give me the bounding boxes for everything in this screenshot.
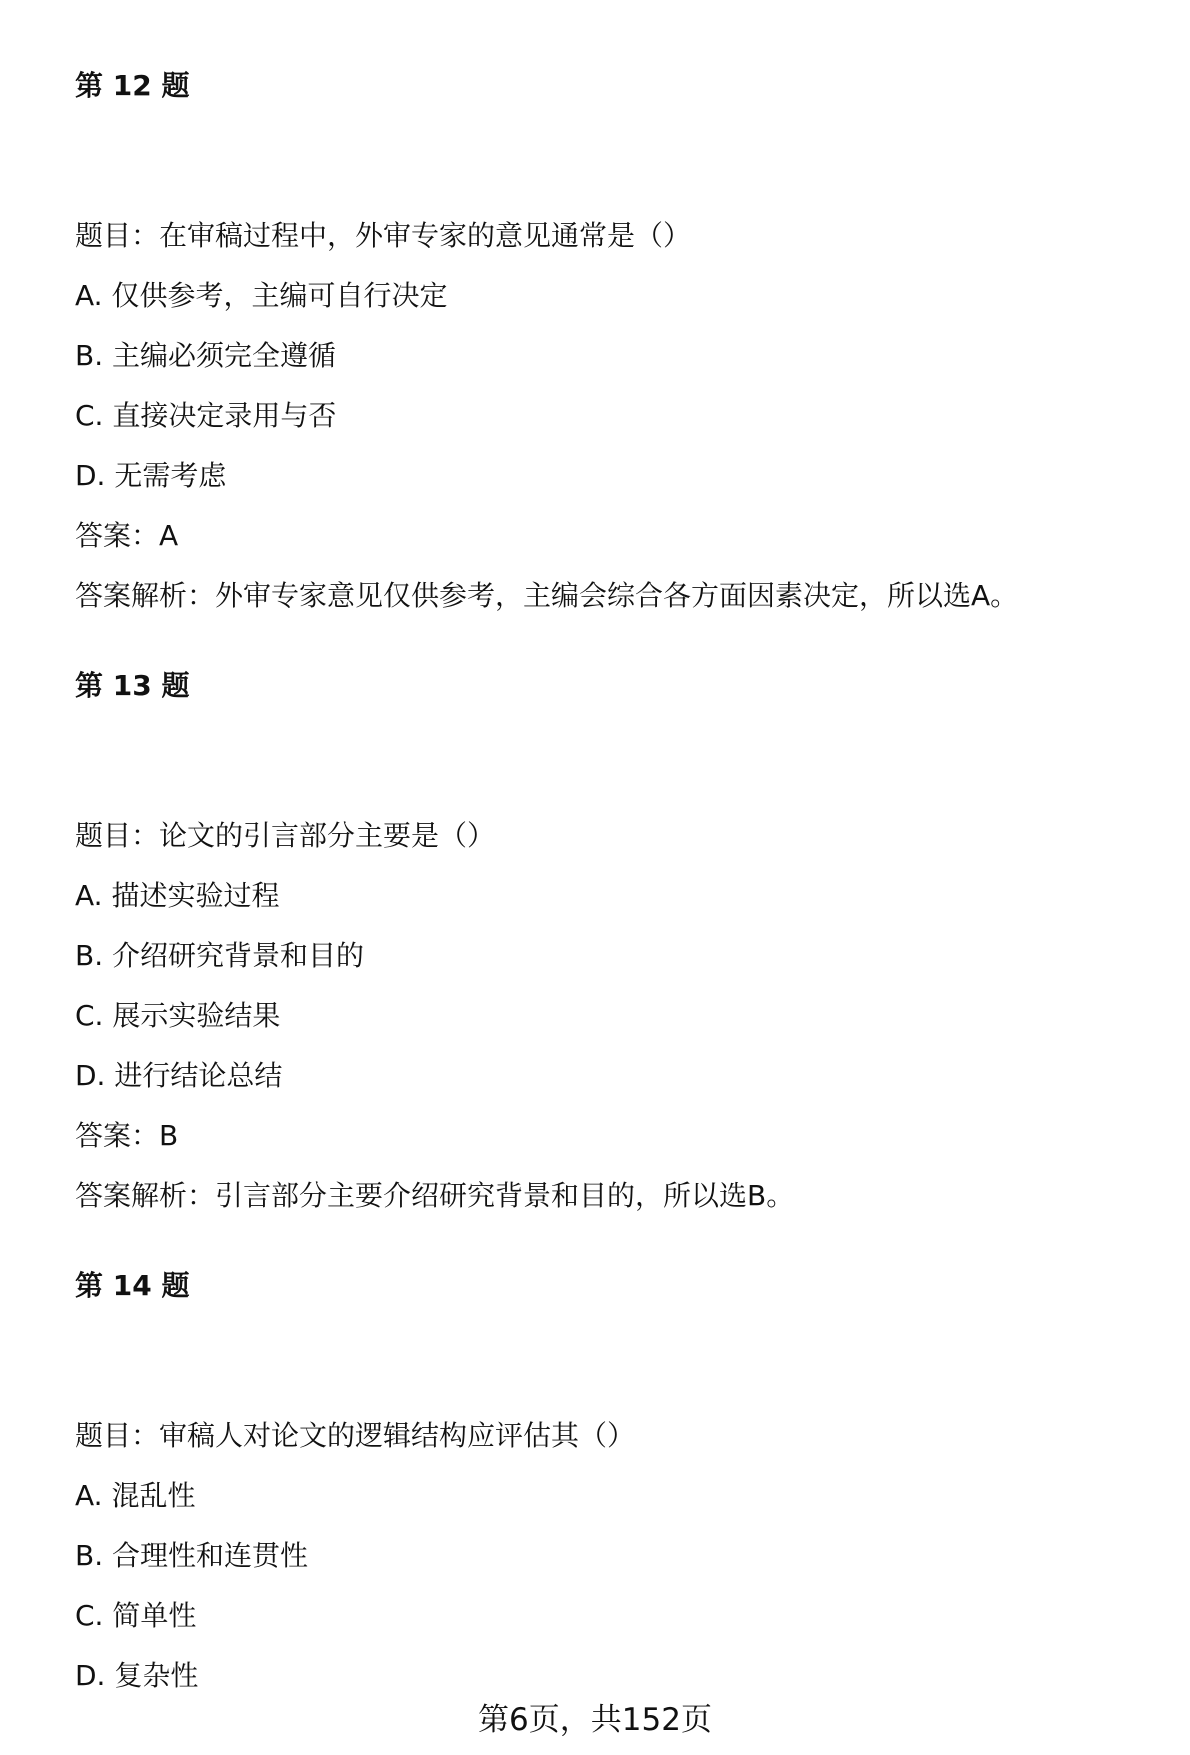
question-stem: 题目：论文的引言部分主要是（） bbox=[75, 819, 496, 852]
option-d: D. 进行结论总结 bbox=[75, 1059, 283, 1092]
question-stem: 题目：审稿人对论文的逻辑结构应评估其（） bbox=[75, 1419, 636, 1452]
option-a: A. 混乱性 bbox=[75, 1479, 196, 1512]
question-stem: 题目：在审稿过程中，外审专家的意见通常是（） bbox=[75, 219, 692, 252]
option-d: D. 复杂性 bbox=[75, 1659, 199, 1692]
answer-explanation: 答案解析：引言部分主要介绍研究背景和目的，所以选B。 bbox=[75, 1179, 795, 1212]
option-c: C. 直接决定录用与否 bbox=[75, 399, 337, 432]
option-b: B. 介绍研究背景和目的 bbox=[75, 939, 365, 972]
option-a: A. 描述实验过程 bbox=[75, 879, 280, 912]
question-heading: 第 12 题 bbox=[75, 69, 190, 102]
answer-explanation: 答案解析：外审专家意见仅供参考，主编会综合各方面因素决定，所以选A。 bbox=[75, 579, 1019, 612]
option-d: D. 无需考虑 bbox=[75, 459, 227, 492]
option-a: A. 仅供参考，主编可自行决定 bbox=[75, 279, 448, 312]
question-heading: 第 13 题 bbox=[75, 669, 190, 702]
question-heading: 第 14 题 bbox=[75, 1269, 190, 1302]
page-number: 第6页，共152页 bbox=[478, 1702, 712, 1738]
option-b: B. 主编必须完全遵循 bbox=[75, 339, 337, 372]
option-b: B. 合理性和连贯性 bbox=[75, 1539, 309, 1572]
answer: 答案：A bbox=[75, 519, 179, 552]
option-c: C. 展示实验结果 bbox=[75, 999, 281, 1032]
option-c: C. 简单性 bbox=[75, 1599, 197, 1632]
answer: 答案：B bbox=[75, 1119, 179, 1152]
